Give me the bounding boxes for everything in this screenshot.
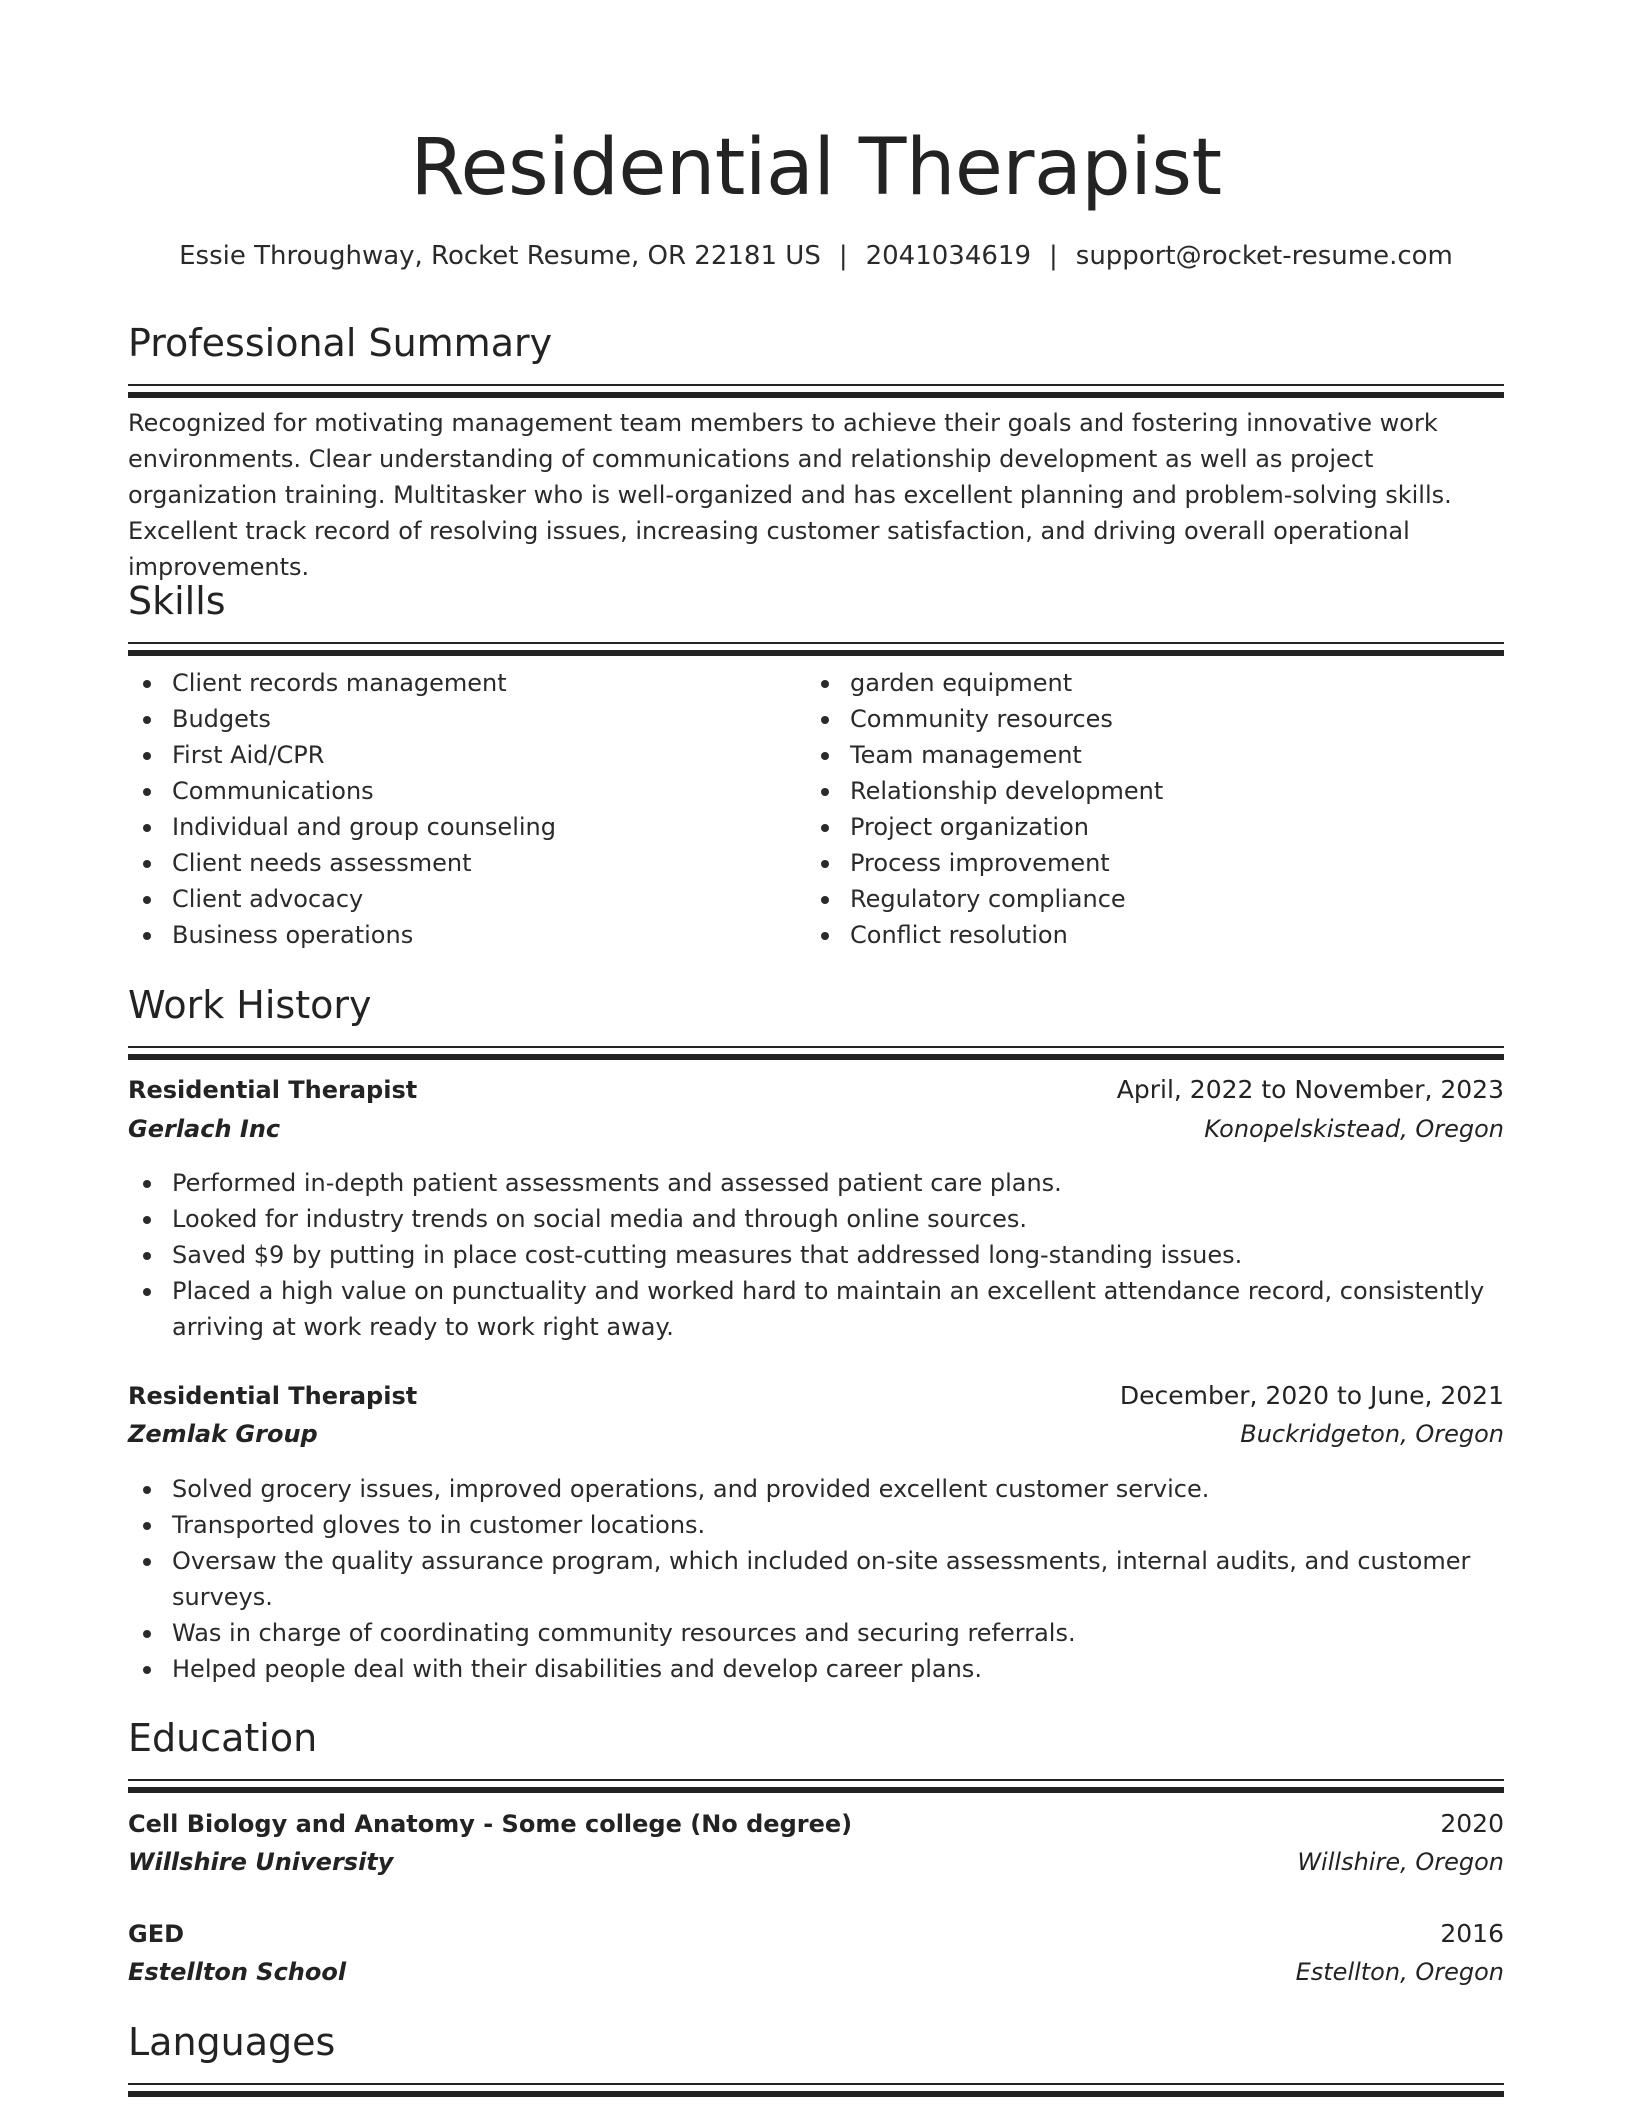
skill-item: Team management (806, 737, 1484, 773)
contact-separator: | (1049, 241, 1058, 271)
contact-email: support@rocket-resume.com (1075, 241, 1453, 271)
contact-address: Essie Throughway, Rocket Resume, OR 22181 US (179, 241, 821, 271)
skills-list (128, 665, 1504, 953)
section-divider (128, 1779, 1504, 1781)
job-title: Residential Therapist (128, 1382, 418, 1410)
job-subheader (128, 1110, 1504, 1148)
education-location: Willshire, Oregon (1297, 1848, 1504, 1876)
job-bullet: Helped people deal with their disabilities and develop career plans. (128, 1651, 1504, 1687)
section-work-header (128, 980, 1504, 1060)
education-year: 2016 (1440, 1919, 1504, 1948)
job-dates: April, 2022 to November, 2023 (1116, 1075, 1504, 1104)
section-title: Professional Summary (128, 321, 553, 365)
contact-line (128, 236, 1504, 276)
skill-item: Communications (128, 773, 806, 809)
skill-item: Client needs assessment (128, 845, 806, 881)
section-title: Languages (128, 2020, 336, 2064)
section-languages-header (128, 2017, 1504, 2097)
skill-item: Process improvement (806, 845, 1484, 881)
job-bullet: Looked for industry trends on social media and through online sources. (128, 1201, 1504, 1237)
job-bullet: Solved grocery issues, improved operations, and provided excellent customer service. (128, 1471, 1504, 1507)
section-summary-header (128, 318, 1504, 398)
job-company: Gerlach Inc (128, 1115, 281, 1143)
section-divider (128, 1046, 1504, 1048)
job-bullet: Transported gloves to in customer locations. (128, 1507, 1504, 1543)
job-location: Buckridgeton, Oregon (1240, 1420, 1504, 1448)
section-title: Work History (128, 983, 372, 1027)
skill-item: Project organization (806, 809, 1484, 845)
section-divider (128, 1054, 1504, 1060)
skill-item: Conflict resolution (806, 917, 1484, 953)
skill-item: garden equipment (806, 665, 1484, 701)
skill-item: Regulatory compliance (806, 881, 1484, 917)
skill-item: Budgets (128, 701, 806, 737)
skill-item: Community resources (806, 701, 1484, 737)
job-bullet: Placed a high value on punctuality and worked hard to maintain an excellent attendance record, consistently arriving at work ready to work right away. (128, 1273, 1504, 1345)
education-school: Willshire University (128, 1848, 394, 1876)
contact-separator: | (838, 241, 848, 271)
section-divider (128, 642, 1504, 644)
job-header (128, 1377, 1504, 1415)
skill-item: First Aid/CPR (128, 737, 806, 773)
job-bullet: Saved $9 by putting in place cost-cutting measures that addressed long-standing issues. (128, 1237, 1504, 1273)
job-title: Residential Therapist (128, 1076, 418, 1104)
section-title: Education (128, 1716, 318, 1760)
job-bullet: Performed in-depth patient assessments and assessed patient care plans. (128, 1165, 1504, 1201)
job-location: Konopelskistead, Oregon (1204, 1115, 1504, 1143)
education-header (128, 1805, 1504, 1843)
job-bullet: Oversaw the quality assurance program, which included on-site assessments, internal audits, and customer surveys. (128, 1543, 1504, 1615)
skill-item: Relationship development (806, 773, 1484, 809)
education-school: Estellton School (128, 1958, 347, 1986)
summary-text: Recognized for motivating management team members to achieve their goals and fostering innovative work environments. Clear understanding of communications and relationship development as well as project organization training. Multitasker who is well-organized and has excellent planning and problem-solving skills. Excellent track record of resolving issues, increasing customer satisfaction, and driving overall operational improvements. (128, 409, 1452, 581)
education-location: Estellton, Oregon (1295, 1958, 1504, 1986)
education-header (128, 1915, 1504, 1953)
section-divider (128, 2091, 1504, 2097)
skill-item: Business operations (128, 917, 806, 953)
contact-phone: 2041034619 (865, 241, 1032, 271)
resume-title: Residential Therapist (410, 123, 1222, 213)
section-divider (128, 392, 1504, 398)
job-header (128, 1071, 1504, 1109)
section-title: Skills (128, 579, 226, 623)
education-degree: Cell Biology and Anatomy - Some college (No degree) (128, 1810, 853, 1838)
section-education-header (128, 1713, 1504, 1793)
job-bullets (128, 1471, 1504, 1687)
section-divider (128, 1787, 1504, 1793)
education-degree: GED (128, 1920, 185, 1948)
education-subheader (128, 1843, 1504, 1881)
section-skills-header (128, 576, 1504, 656)
job-bullets (128, 1165, 1504, 1345)
skill-item: Client advocacy (128, 881, 806, 917)
job-company: Zemlak Group (128, 1420, 318, 1448)
section-divider (128, 650, 1504, 656)
job-bullet: Was in charge of coordinating community resources and securing referrals. (128, 1615, 1504, 1651)
section-divider (128, 384, 1504, 386)
section-divider (128, 2083, 1504, 2085)
job-subheader (128, 1415, 1504, 1453)
skills-column-left (128, 665, 806, 953)
skill-item: Client records management (128, 665, 806, 701)
education-year: 2020 (1440, 1809, 1504, 1838)
education-subheader (128, 1953, 1504, 1991)
skills-column-right (806, 665, 1484, 953)
job-dates: December, 2020 to June, 2021 (1119, 1381, 1504, 1410)
skill-item: Individual and group counseling (128, 809, 806, 845)
